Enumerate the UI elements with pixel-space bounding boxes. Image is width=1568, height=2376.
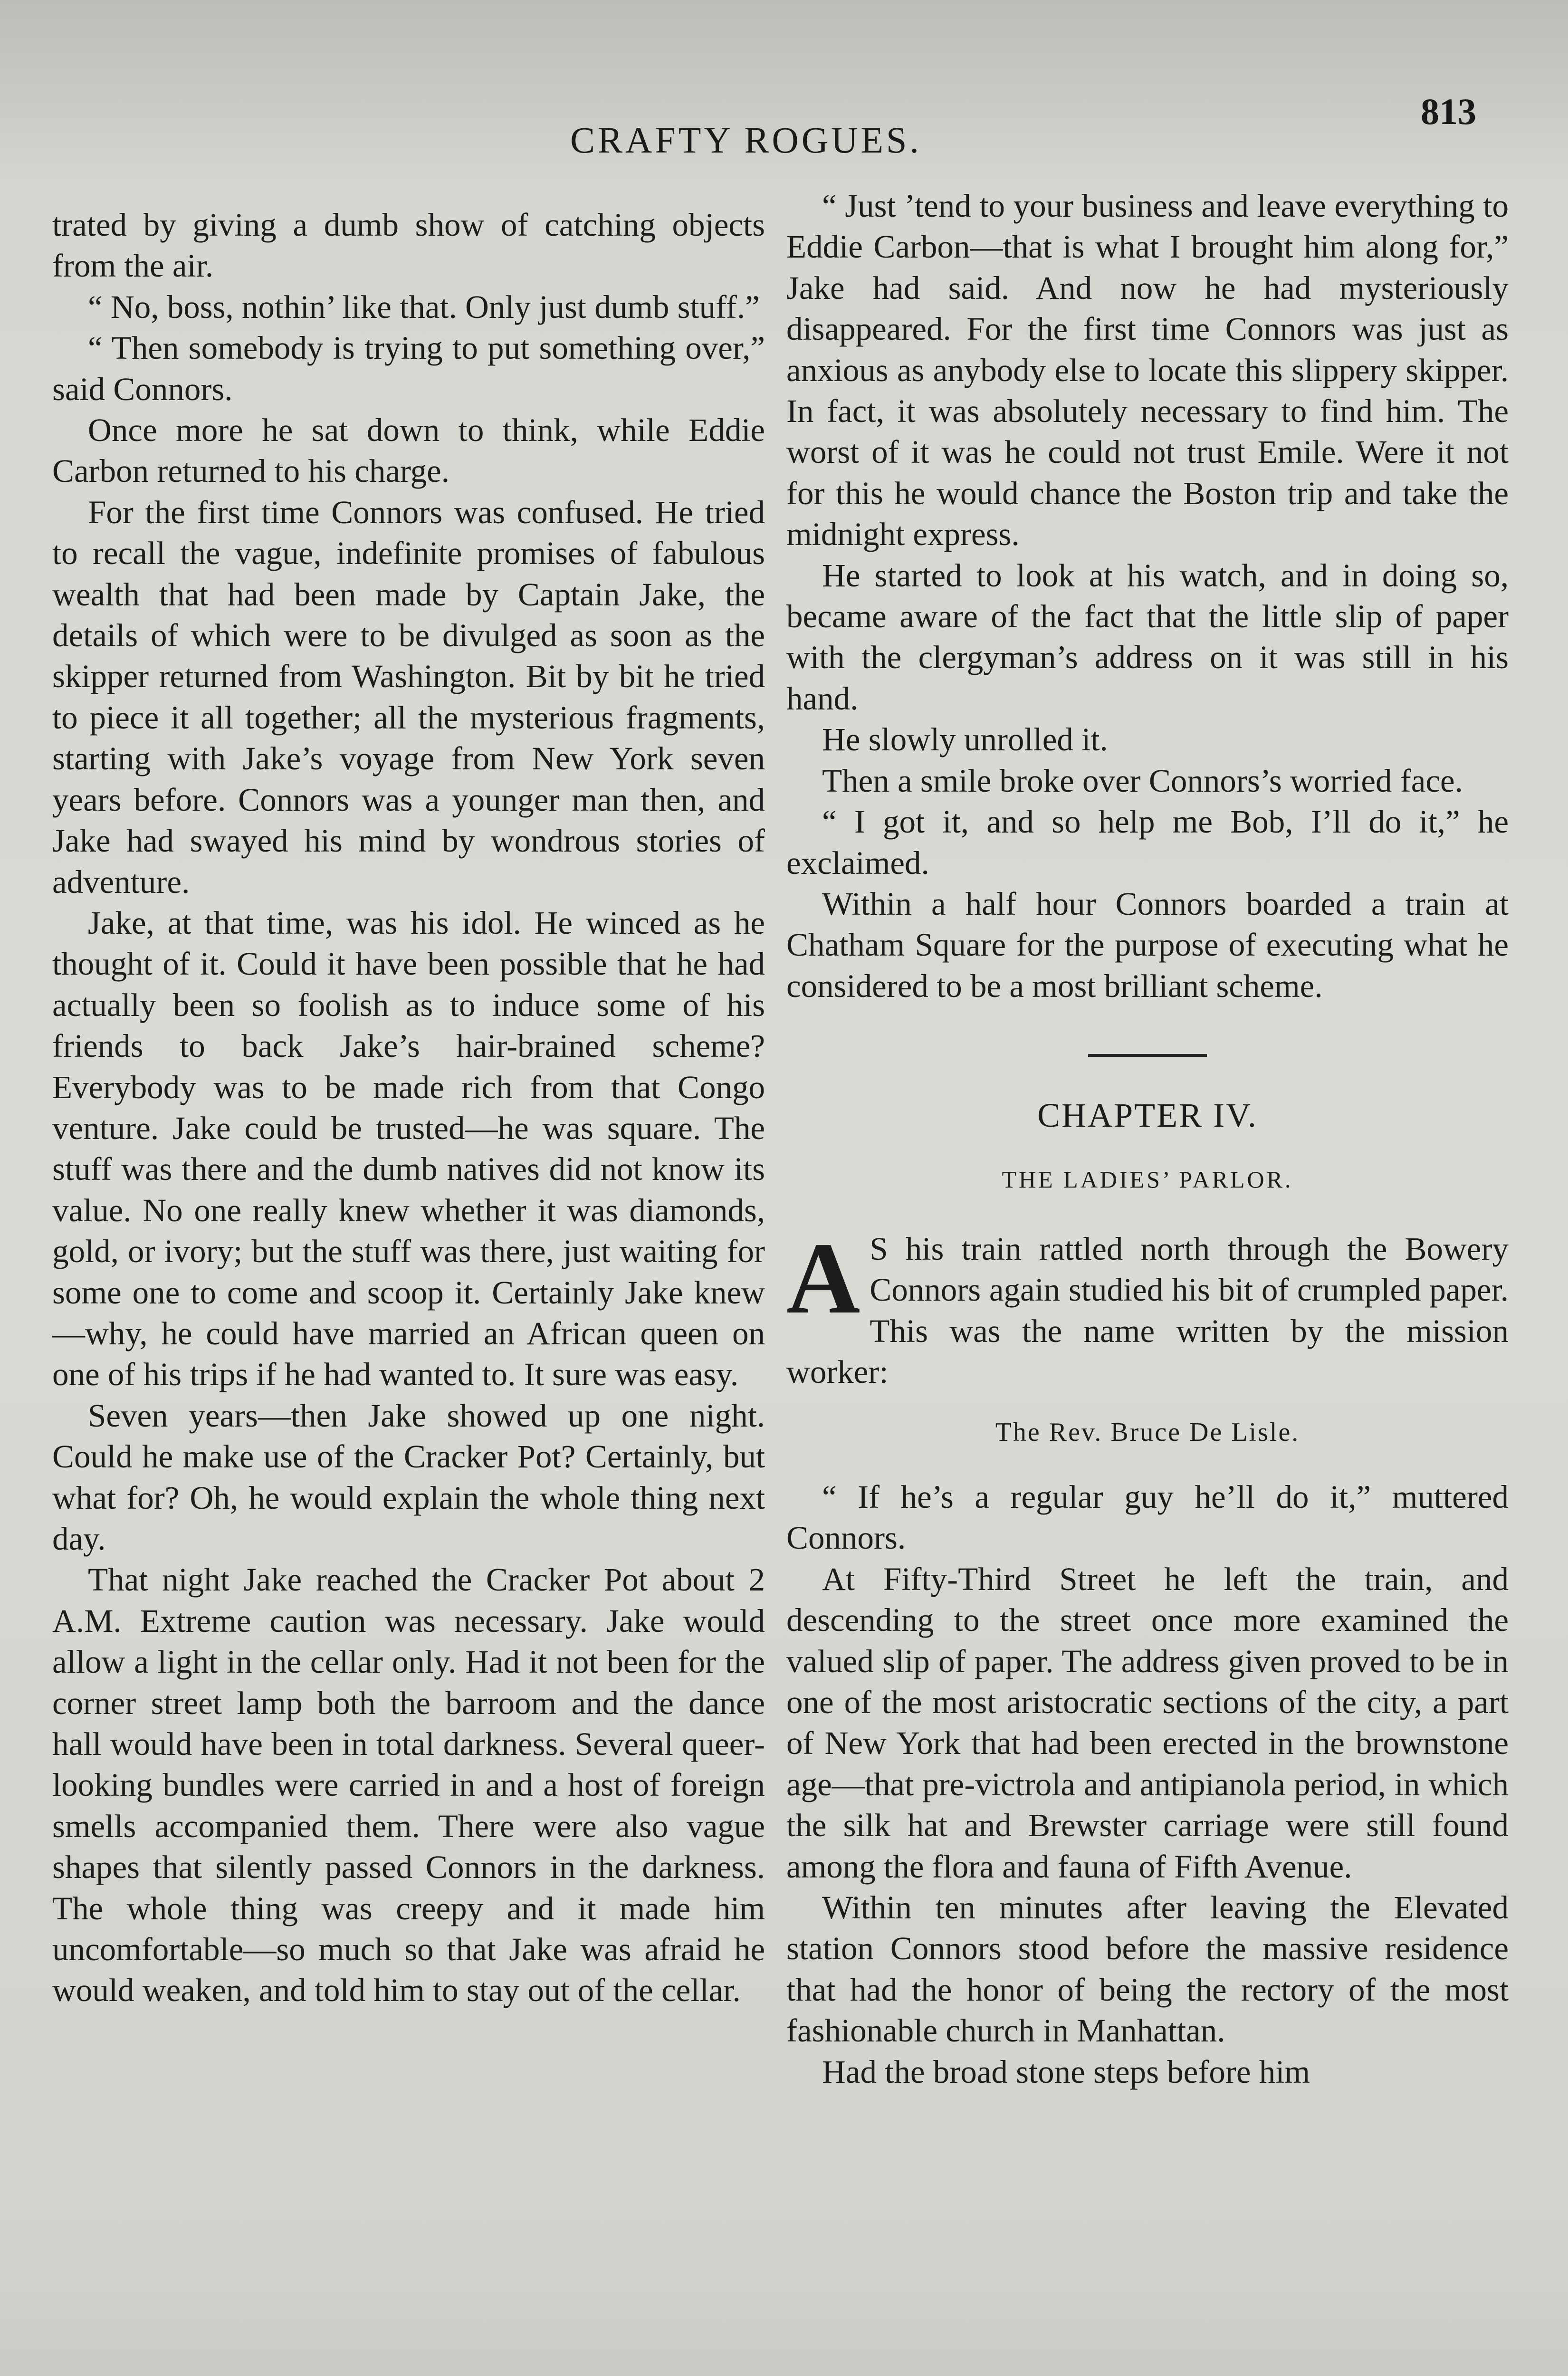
paragraph: Had the broad stone steps before him <box>822 2053 1310 2090</box>
paragraph: “ I got it, and so help me Bob, I’ll do it,” he exclaimed. <box>786 804 1509 881</box>
paragraph: Within ten minutes after leaving the Elevated station Connors stood before the massive residence that had the honor of being the rectory of the most fashionable church in Manhattan. <box>786 1889 1509 2049</box>
paragraph: At Fifty-Third Street he left the train, and descending to the street once more examined the valued slip of paper. The address given proved to be in one of the most aristocratic sections of the city, a part of New York that had been erected in the brownstone age—that pre-victrola and antipianola period, in which the silk hat and Brewster carriage were still found among the flora and fauna of Fifth Avenue. <box>786 1561 1509 1885</box>
opening-paragraph <box>786 1221 1509 1393</box>
paragraph: Seven years—then Jake showed up one night. Could he make use of the Cracker Pot? Certainly, but what for? Oh, he would explain the whole thing next day. <box>52 1397 765 1557</box>
paragraph: That night Jake reached the Cracker Pot about 2 A.M. Extreme caution was necessary. Jake would allow a light in the cellar only. Had it not been for the corner street lamp both the barroom and the dance hall would have been in total darkness. Several queer-looking bundles were carried in and a host of foreign smells accompanied them. There were also vague shapes that silently passed Connors in the darkness. The whole thing was creepy and it made him uncomfortable—so much so that Jake was afraid he would weaken, and told him to stay out of the cellar. <box>52 1562 765 2009</box>
right-column <box>786 185 1509 2092</box>
paragraph: trated by giving a dumb show of catching objects from the air. <box>52 207 765 284</box>
section-divider <box>1088 1054 1207 1057</box>
running-title: CRAFTY ROGUES. <box>570 119 922 161</box>
clergyman-name: The Rev. Bruce De Lisle. <box>995 1417 1300 1447</box>
drop-cap: A <box>786 1221 860 1335</box>
paragraph: “ If he’s a regular guy he’ll do it,” muttered Connors. <box>786 1478 1509 1556</box>
paragraph: He started to look at his watch, and in doing so, became aware of the fact that the little slip of paper with the clergyman’s address on it was still in his hand. <box>786 557 1509 717</box>
page-number: 813 <box>1421 91 1476 132</box>
chapter-title: CHAPTER IV. <box>1037 1096 1258 1135</box>
paragraph: “ No, boss, nothin’ like that. Only just dumb stuff.” <box>88 288 760 325</box>
paragraph: Jake, at that time, was his idol. He winced as he thought of it. Could it have been possible that he had actually been so foolish as to induce some of his friends to back Jake’s hair-brained scheme? Everybody was to be made rich from that Congo venture. Jake could be trusted—he was square. The stuff was there and the dumb natives did not know its value. No one really knew whether it was diamonds, gold, or ivory; but the stuff was there, just waiting for some one to come and scoop it. Certainly Jake knew—why, he could have married an African queen on one of his trips if he had wanted to. It sure was easy. <box>52 904 765 1393</box>
left-column <box>52 204 765 2011</box>
chapter-subtitle: THE LADIES’ PARLOR. <box>1002 1166 1293 1193</box>
opening-text: S his train rattled north through the Bowery Connors again studied his bit of crumpled paper. This was the name written by the mission worker: <box>786 1230 1509 1390</box>
paragraph: “ Just ’tend to your business and leave everything to Eddie Carbon—that is what I brought him along for,” Jake had said. And now he had mysteriously disappeared. For the first time Connors was just as anxious as anybody else to locate this slippery skipper. In fact, it was absolutely necessary to find him. The worst of it was he could not trust Emile. Were it not for this he would chance the Boston trip and take the midnight express. <box>786 188 1509 553</box>
paragraph: “ Then somebody is trying to put something over,” said Connors. <box>52 330 765 407</box>
paragraph: For the first time Connors was confused. He tried to recall the vague, indefinite promises of fabulous wealth that had been made by Captain Jake, the details of which were to be divulged as soon as the skipper returned from Washington. Bit by bit he tried to piece it all together; all the mysterious fragments, starting with Jake’s voyage from New York seven years before. Connors was a younger man then, and Jake had swayed his mind by wondrous stories of adventure. <box>52 494 765 900</box>
paragraph: Then a smile broke over Connors’s worried face. <box>822 762 1463 799</box>
paragraph: Once more he sat down to think, while Eddie Carbon returned to his charge. <box>52 412 765 489</box>
paragraph: He slowly unrolled it. <box>822 721 1108 758</box>
paragraph: Within a half hour Connors boarded a train at Chatham Square for the purpose of executing what he considered to be a most brilliant scheme. <box>786 885 1509 1004</box>
